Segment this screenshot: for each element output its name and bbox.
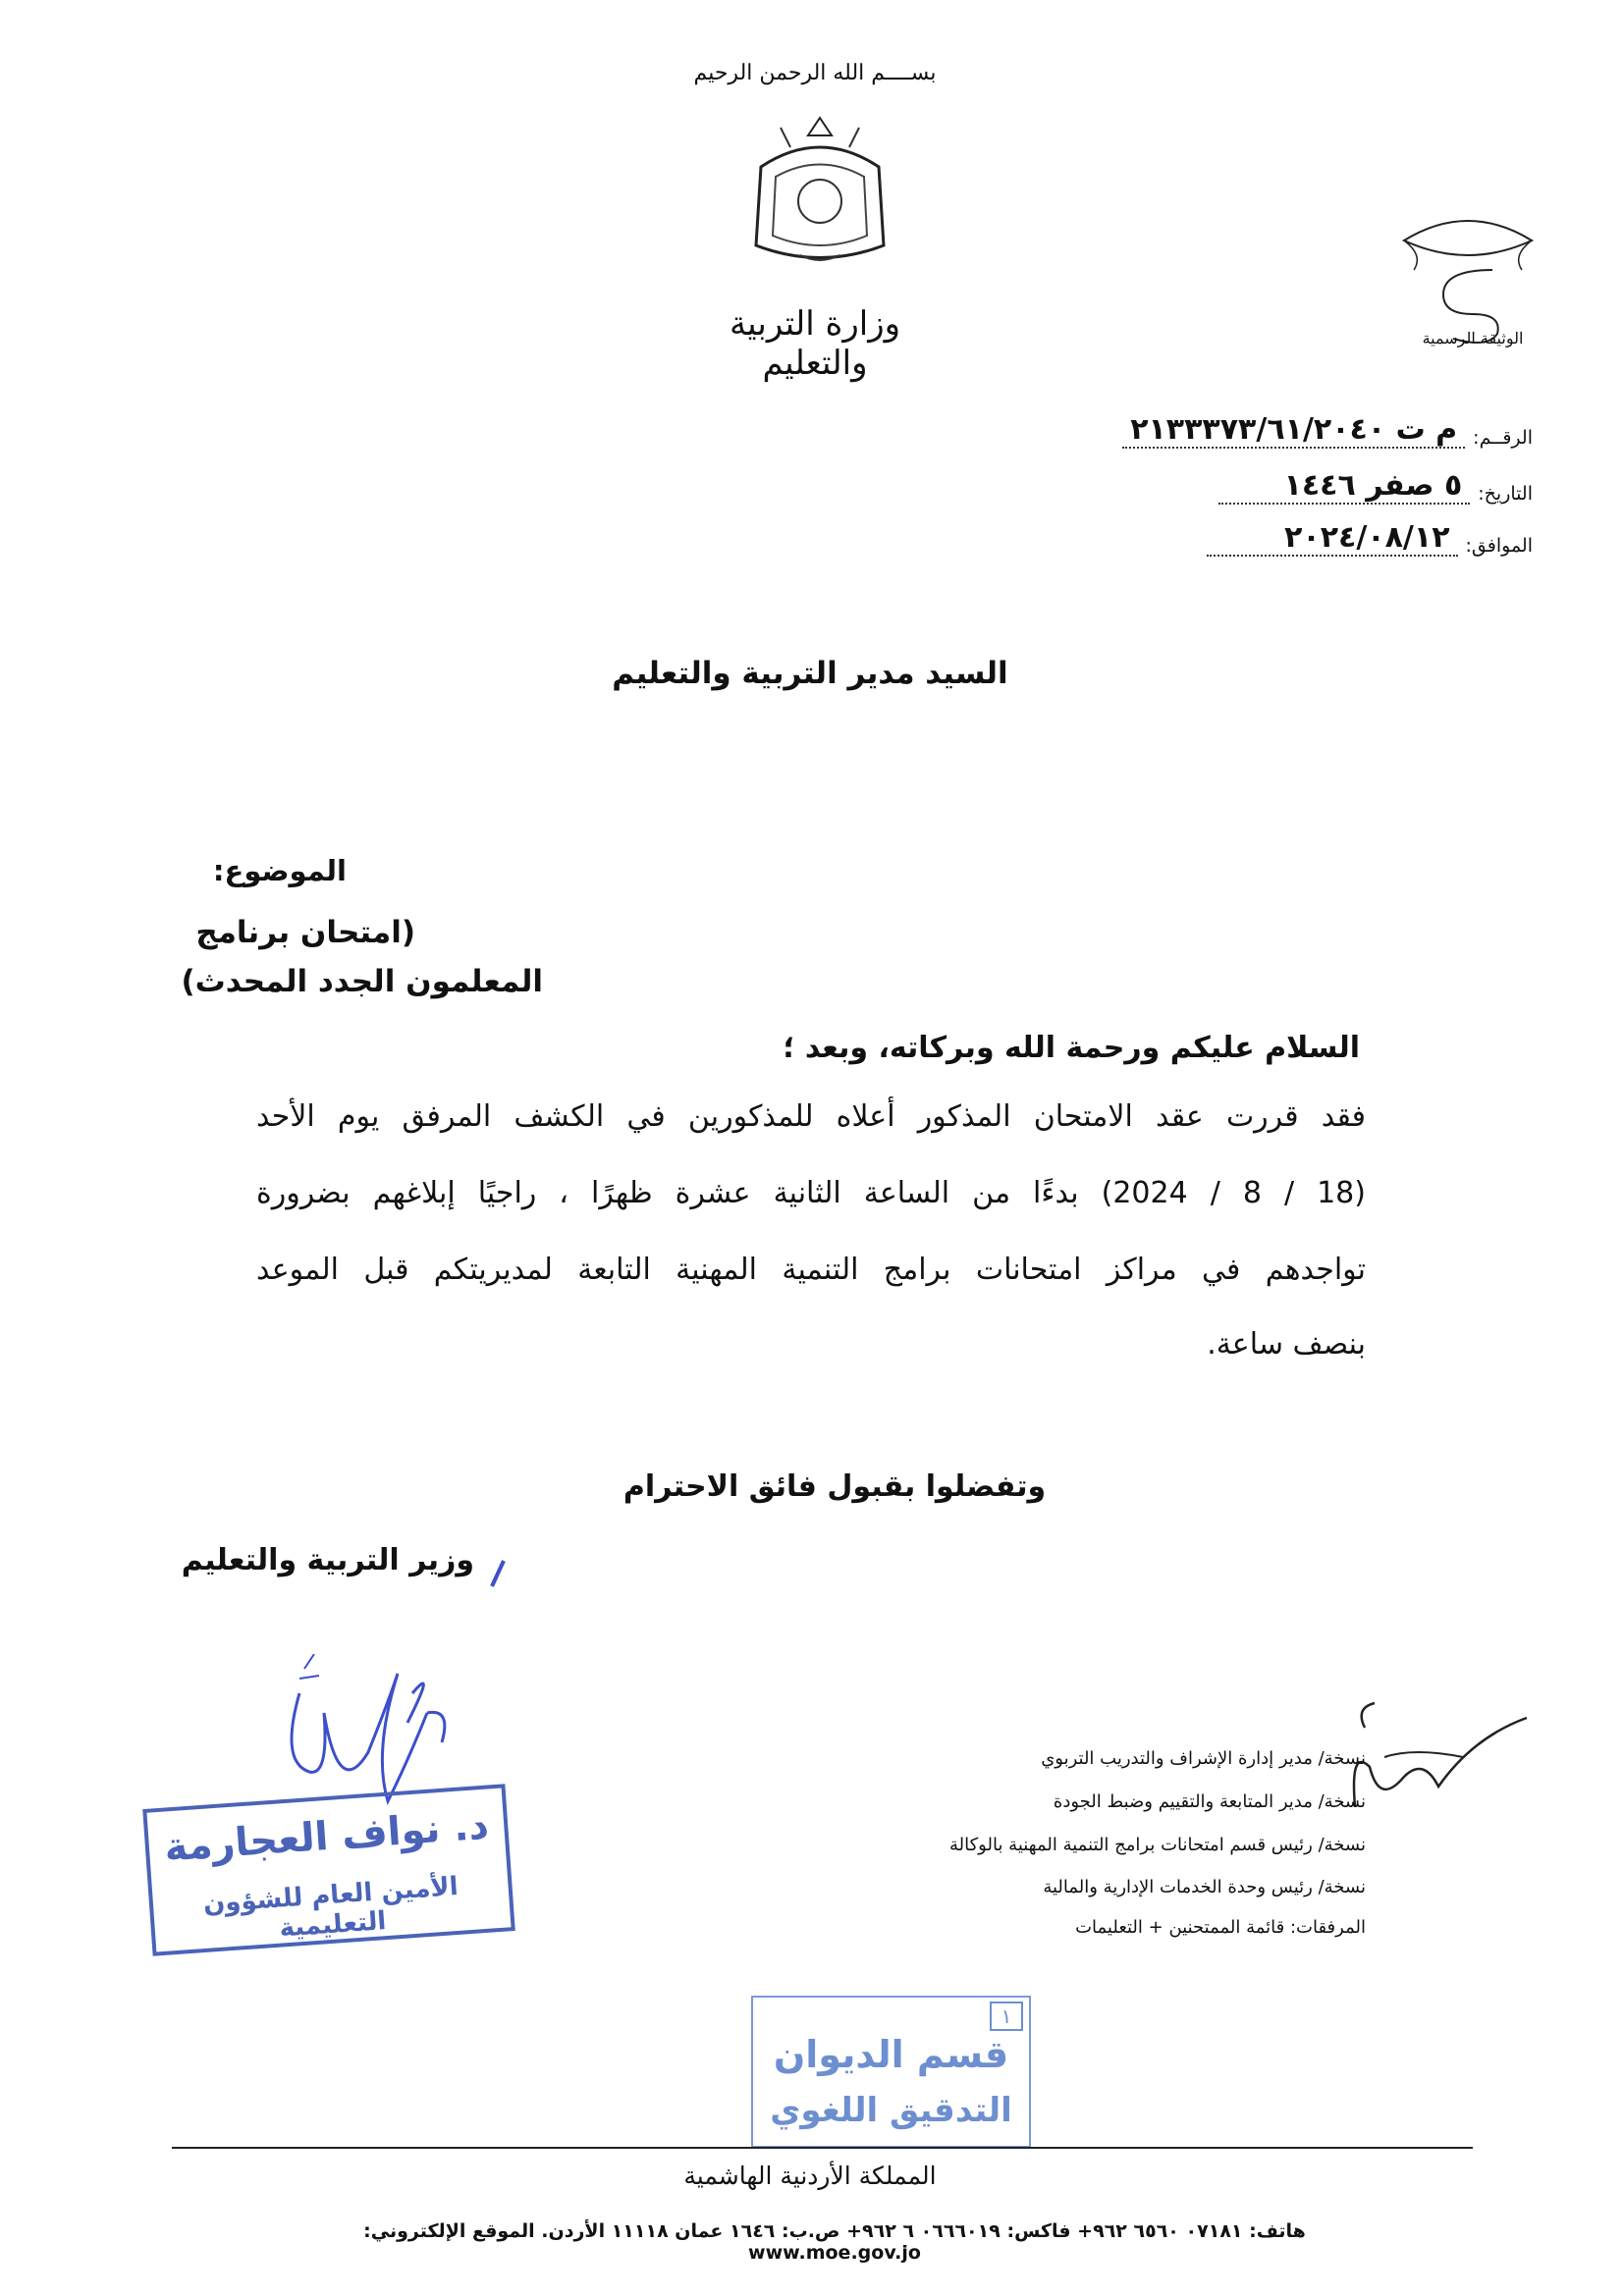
date-label: التاريخ: [1478,483,1533,505]
body-line: تواجدهم في مراكز امتحانات برامج التنمية المهنية التابعة لمديريتكم قبل الموعد [256,1253,1366,1287]
copy-recipient: نسخة/ رئيس قسم امتحانات برامج التنمية المهنية بالوكالة [948,1835,1366,1855]
check-mark-icon [484,1559,514,1588]
gregorian-date-value: ٢٠٢٤/٠٨/١٢ [1207,520,1458,557]
footer-contact-info: هاتف: ٠٧١٨١ ٦٥٦٠ ٩٦٢+ فاكس: ٠٦٦٦٠١٩ ٦ ٩٦٢+ ص.ب: ١٦٤٦ عمان ١١١١٨ الأردن. الموقع الإلكتروني: www.moe.gov.jo [363,2220,1306,2264]
stamp-department: قسم الديوان [773,2033,1009,2076]
copy-recipient: نسخة/ مدير إدارة الإشراف والتدريب التربوي [1041,1748,1366,1769]
signatory-title: وزير التربية والتعليم [181,1543,474,1577]
hijri-date-value: ٥ صفر ١٤٤٦ [1218,468,1470,505]
stamp-name: د. نواف العجارمة [162,1802,491,1871]
closing-phrase: وتفضلوا بقبول فائق الاحترام [622,1469,1047,1504]
date-row [1218,468,1533,505]
attachments-line: المرفقات: قائمة الممتحنين + التعليمات [1075,1917,1366,1938]
reference-number-row [1122,412,1533,449]
copy-recipient: نسخة/ مدير المتابعة والتقييم وضبط الجودة [1053,1791,1366,1812]
seal-caption: الوثيقة الرسمية [1422,329,1524,347]
reference-number-label: الرقــم: [1473,427,1533,449]
corresponding-date-row [1207,520,1533,557]
basmala-header: بســــم الله الرحمن الرحيم [693,61,937,85]
body-line: بنصف ساعة. [1207,1327,1366,1362]
stamp-section: التدقيق اللغوي [770,2091,1012,2130]
subject-label: الموضوع: [212,854,347,887]
diwan-department-stamp [751,1996,1031,2148]
recipient: السيد مدير التربية والتعليم [612,656,1008,691]
greeting: السلام عليكم ورحمة الله وبركاته، وبعد ؛ [783,1031,1360,1065]
body-line: فقد قررت عقد الامتحان المذكور أعلاه للمذكورين في الكشف المرفق يوم الأحد [256,1099,1366,1134]
footer-kingdom-name: المملكة الأردنية الهاشمية [683,2162,937,2190]
reference-number-value: م ت ٢١٣٣٣٧٣/٦١/٢٠٤٠ [1122,412,1465,449]
body-line: (18 / 8 / 2024) بدءًا من الساعة الثانية عشرة ظهرًا ، راجيًا إبلاغهم بضرورة [256,1176,1366,1210]
subject-line-2: المعلمون الجدد المحدث) [181,964,543,999]
stamp-title: الأمين العام للشؤون التعليمية [202,1871,460,1944]
footer-divider [172,2147,1473,2149]
signatory-stamp [142,1784,515,1955]
copy-recipient: نسخة/ رئيس وحدة الخدمات الإدارية والمالية [1043,1877,1366,1897]
corresponding-date-label: الموافق: [1465,535,1533,557]
initials-signature [1345,1698,1542,1845]
stamp-number: ١ [990,2002,1023,2031]
ministry-name: وزارة التربية والتعليم [729,304,901,383]
subject-line-1: (امتحان برنامج [195,915,415,950]
coat-of-arms-emblem [722,108,918,275]
